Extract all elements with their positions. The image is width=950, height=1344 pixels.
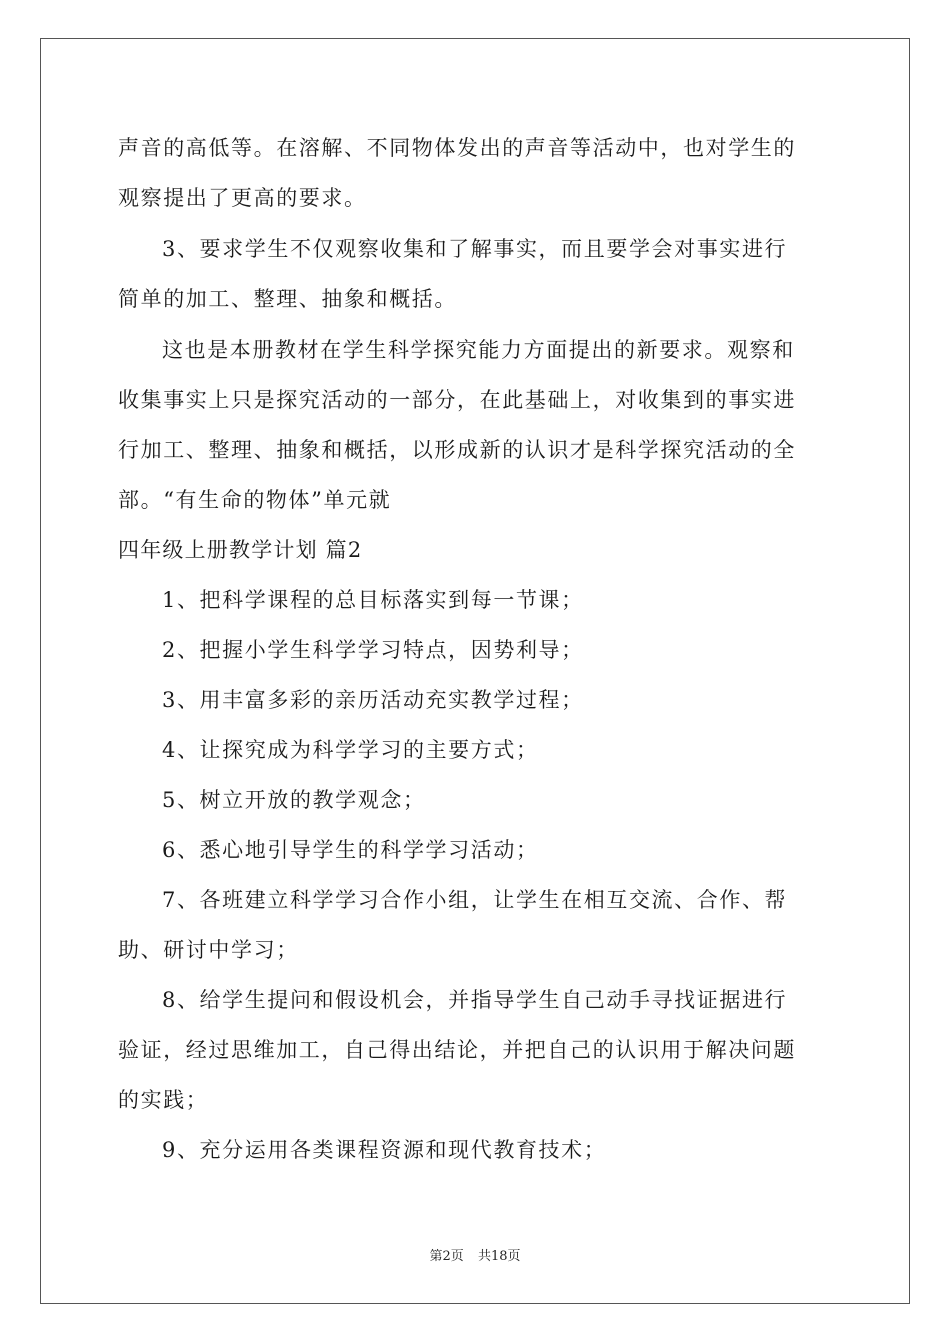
paragraph-line: 3、要求学生不仅观察收集和了解事实，而且要学会对事实进行 [162,237,788,261]
paragraph-line: 收集事实上只是探究活动的一部分，在此基础上，对收集到的事实进 [118,388,796,412]
paragraph-line: 行加工、整理、抽象和概括，以形成新的认识才是科学探究活动的全 [118,438,796,462]
page-number: 第2页 [429,1249,464,1264]
paragraph-line: 声音的高低等。在溶解、不同物体发出的声音等活动中，也对学生的 [118,136,796,160]
page-footer [0,1248,950,1266]
paragraph-line: 部。“有生命的物体”单元就 [118,488,392,512]
paragraph-line: 观察提出了更高的要求。 [118,186,367,210]
list-item-continuation: 的实践； [118,1088,209,1112]
list-item: 7、各班建立科学学习合作小组，让学生在相互交流、合作、帮 [162,888,788,912]
list-item: 8、给学生提问和假设机会，并指导学生自己动手寻找证据进行 [162,988,788,1012]
total-pages: 共18页 [477,1249,521,1264]
list-item: 6、悉心地引导学生的科学学习活动； [162,838,539,862]
paragraph-line: 简单的加工、整理、抽象和概括。 [118,287,457,311]
list-item-continuation: 助、研讨中学习； [118,938,299,962]
list-item: 5、树立开放的教学观念； [162,788,426,812]
list-item: 3、用丰富多彩的亲历活动充实教学过程； [162,688,584,712]
list-item: 9、充分运用各类课程资源和现代教育技术； [162,1138,607,1162]
list-item: 4、让探究成为科学学习的主要方式； [162,738,539,762]
list-item: 1、把科学课程的总目标落实到每一节课； [162,588,584,612]
list-item: 2、把握小学生科学学习特点，因势利导； [162,638,584,662]
page-border [40,38,910,1304]
list-item-continuation: 验证，经过思维加工，自己得出结论，并把自己的认识用于解决问题 [118,1038,796,1062]
section-heading: 四年级上册教学计划 篇2 [118,538,363,562]
paragraph-line: 这也是本册教材在学生科学探究能力方面提出的新要求。观察和 [162,338,795,362]
